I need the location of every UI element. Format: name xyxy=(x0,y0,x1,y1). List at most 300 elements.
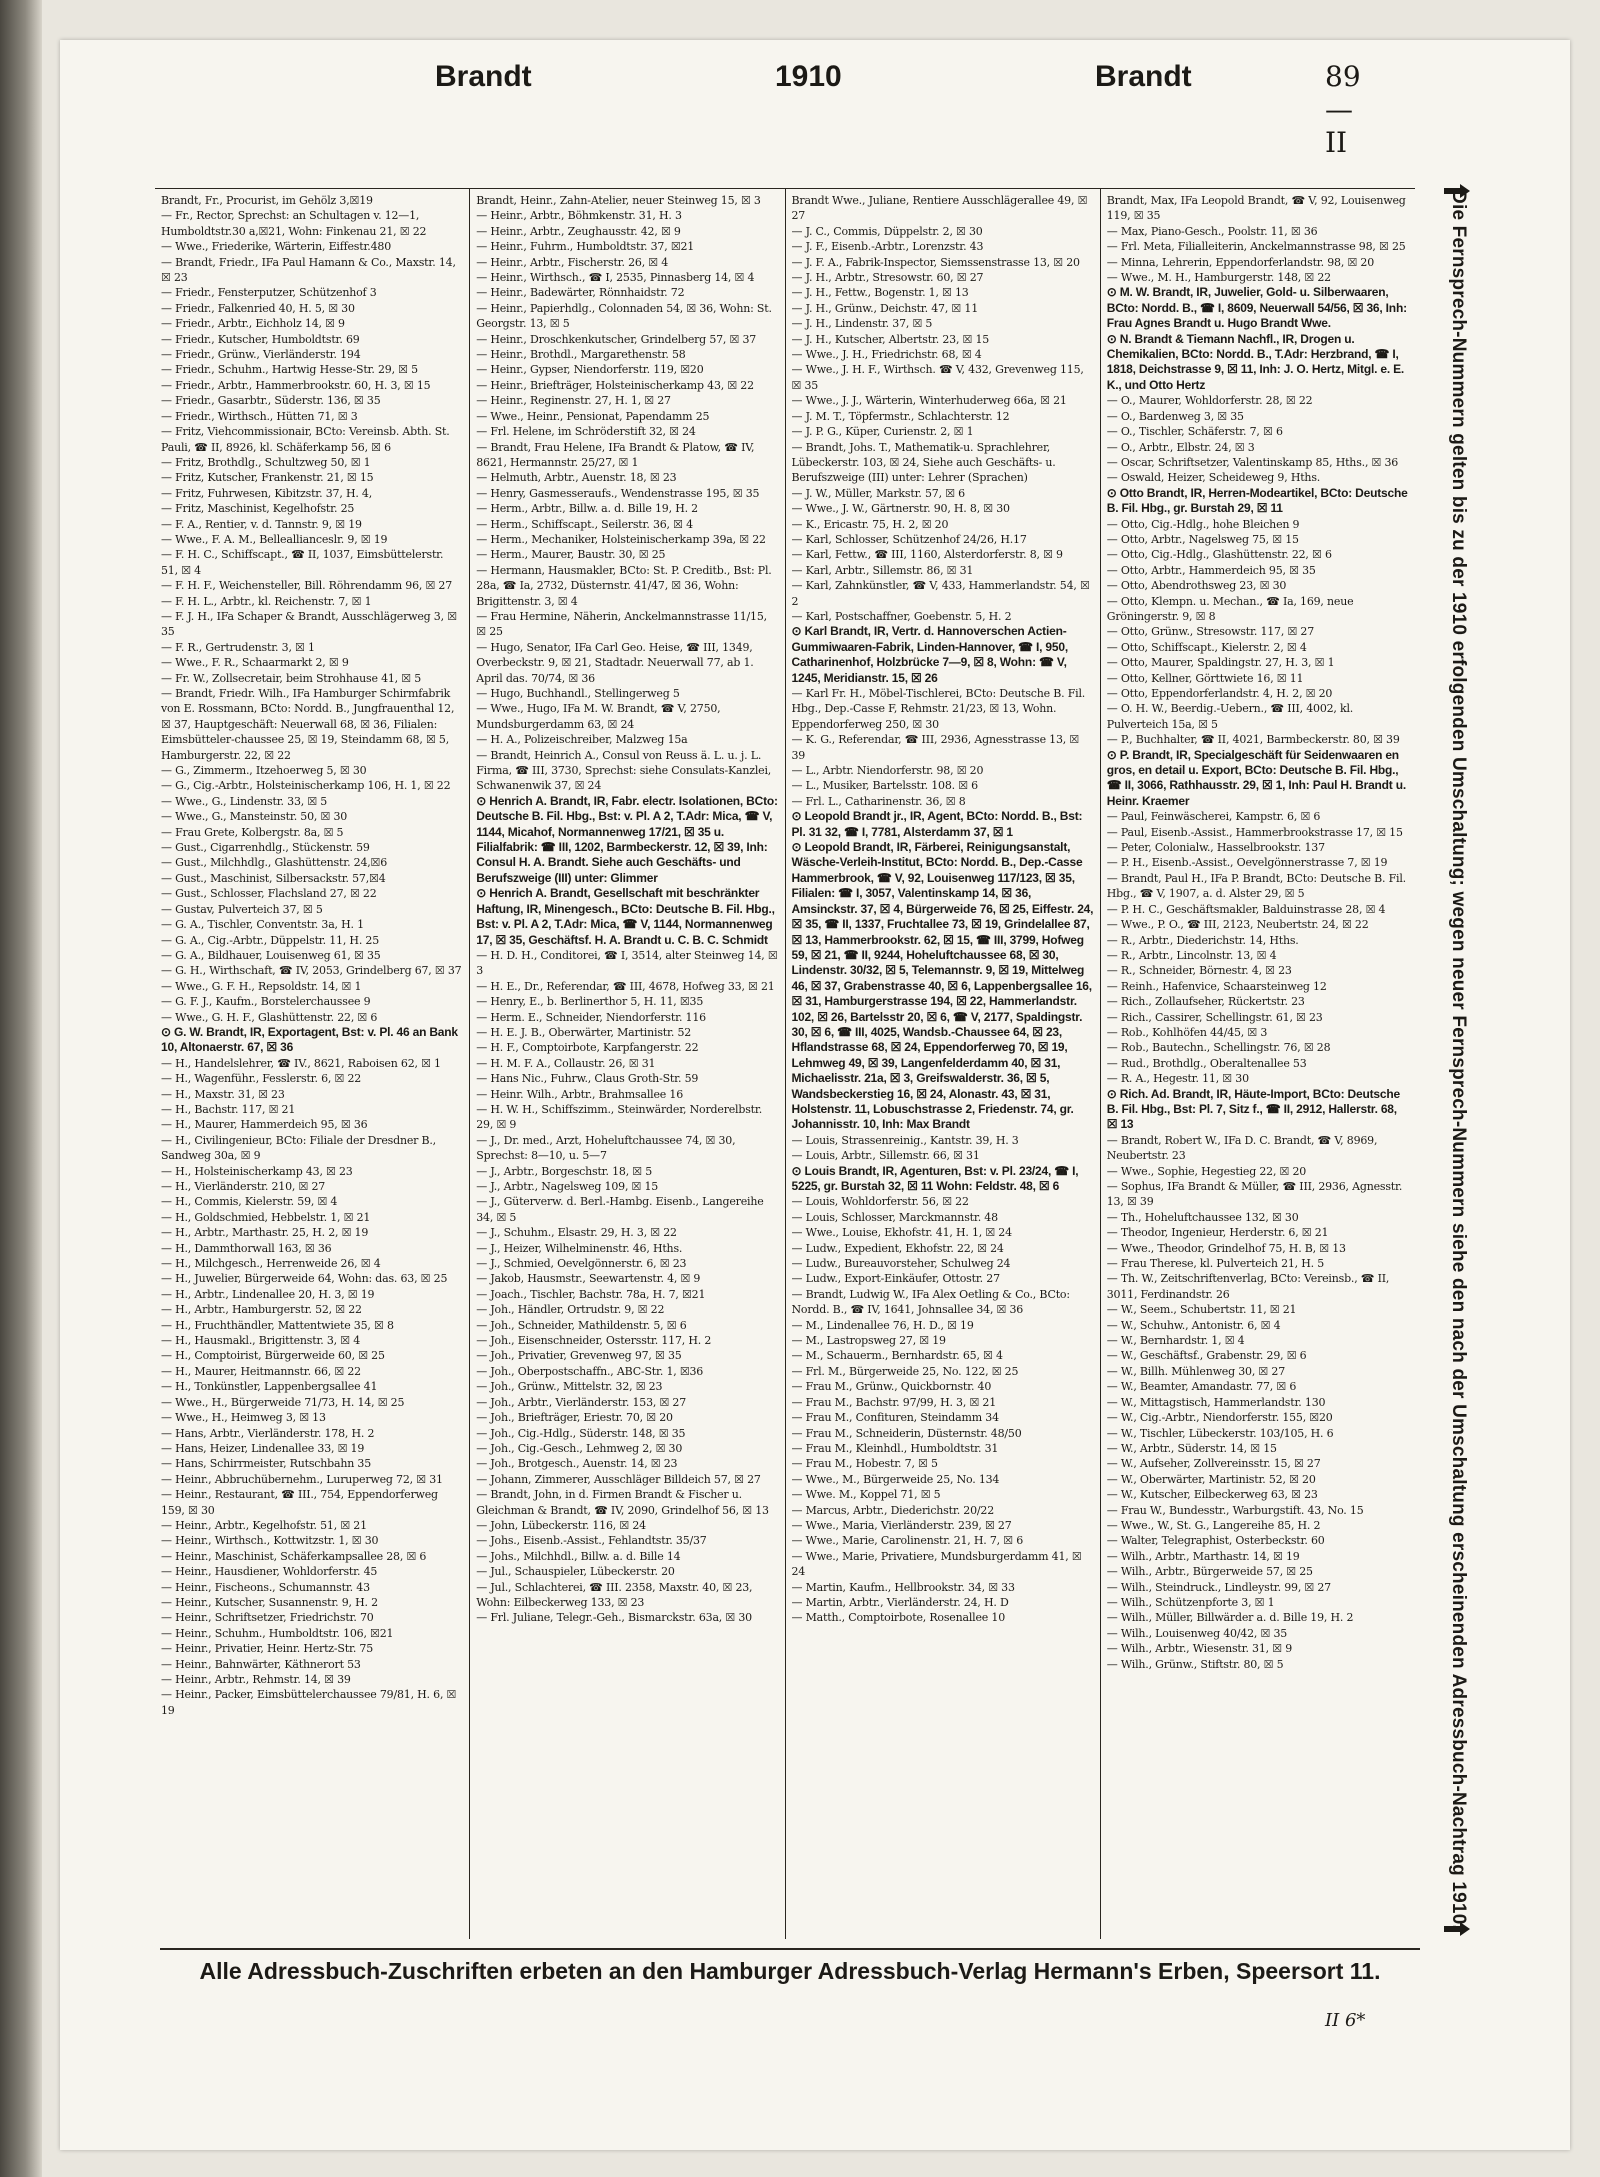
directory-entry: — Wilh., Arbtr., Bürgerweide 57, ☒ 25 xyxy=(1106,1565,1313,1579)
directory-entry: — Otto, Eppendorferlandstr. 4, H. 2, ☒ 20 xyxy=(1106,687,1333,700)
directory-entry: — G., Zimmerm., Itzehoerweg 5, ☒ 30 xyxy=(161,764,367,778)
directory-entry: — Wilh., Louisenweg 40/42, ☒ 35 xyxy=(1106,1626,1288,1640)
directory-entry: — Heinr., Abbruchübernehm., Luruperweg 72, ☒ 31 xyxy=(161,1472,443,1486)
directory-entry: — Heinr., Arbtr., Kegelhofstr. 51, ☒ 21 xyxy=(161,1518,367,1532)
directory-entry: — Paul, Feinwäscherei, Kampstr. 6, ☒ 6 xyxy=(1106,810,1321,824)
directory-entry: — Friedr., Schuhm., Hartwig Hesse-Str. 29, ☒ 5 xyxy=(161,363,418,377)
directory-entry: — J., Arbtr., Nagelsweg 109, ☒ 15 xyxy=(476,1180,659,1193)
directory-entry: — Heinr., Arbtr., Böhmkenstr. 31, H. 3 xyxy=(476,209,682,223)
directory-entry: — Joh., Arbtr., Vierländerstr. 153, ☒ 27 xyxy=(476,1395,687,1409)
directory-entry: — G. A., Cig.-Arbtr., Düppelstr. 11, H. 25 xyxy=(161,933,380,947)
directory-entry: — Joh., Grünw., Mittelstr. 32, ☒ 23 xyxy=(476,1380,663,1394)
directory-entry: — H., Fruchthändler, Mattentwiete 35, ☒ 8 xyxy=(161,1318,394,1332)
directory-entry: — Max, Piano-Gesch., Poolstr. 11, ☒ 36 xyxy=(1106,224,1318,238)
directory-entry: — Frau M., Schneiderin, Düsternstr. 48/50 xyxy=(791,1426,1022,1440)
directory-entry: — L., Arbtr. Niendorferstr. 98, ☒ 20 xyxy=(791,764,984,778)
directory-entry: — Wwe., F. R., Schaarmarkt 2, ☒ 9 xyxy=(161,656,349,670)
side-notice xyxy=(1440,180,1476,1940)
directory-entry: — Ludw., Expedient, Ekhofstr. 22, ☒ 24 xyxy=(791,1241,1004,1255)
directory-entry: — Fr., Rector, Sprechst: an Schultagen v. 12—1, Humboldtstr.30 a,☒21, Wohn: Finkenau 21, ☒ 22 xyxy=(161,209,427,238)
directory-entry: — Friedr., Arbtr., Hammerbrookstr. 60, H. 3, ☒ 15 xyxy=(161,378,431,392)
directory-entry: — Otto, Klempn. u. Mechan., ☎ Ia, 169, neue Gröningerstr. 9, ☒ 8 xyxy=(1106,594,1354,623)
directory-entry: — H., Commis, Kielerstr. 59, ☒ 4 xyxy=(161,1195,338,1209)
directory-entry: ⊙ G. W. Brandt, IR, Exportagent, Bst: v. Pl. 46 an Bank 10, Altonaerstr. 67, ☒ 36 xyxy=(161,1024,458,1055)
directory-entry: — Walter, Telegraphist, Osterbeckstr. 60 xyxy=(1106,1534,1325,1548)
directory-entry: — P. H. C., Geschäftsmakler, Balduinstrasse 28, ☒ 4 xyxy=(1106,902,1386,916)
directory-entry: — Heinr., Privatier, Heinr. Hertz-Str. 75 xyxy=(161,1642,374,1656)
directory-entry: — Otto, Arbtr., Nagelsweg 75, ☒ 15 xyxy=(1106,532,1299,546)
directory-entry: — Joh., Eisenschneider, Ostersstr. 117, H. 2 xyxy=(476,1334,712,1348)
directory-entry: — H., Arbtr., Lindenallee 20, H. 3, ☒ 19 xyxy=(161,1287,375,1301)
directory-entry: — J. C., Commis, Düppelstr. 2, ☒ 30 xyxy=(791,224,983,238)
directory-entry: — Wwe., Sophie, Hegestieg 22, ☒ 20 xyxy=(1106,1164,1307,1178)
directory-entry: — Wwe., J. H., Friedrichstr. 68, ☒ 4 xyxy=(791,348,982,362)
directory-entry: — Heinr., Arbtr., Rehmstr. 14, ☒ 39 xyxy=(161,1673,351,1686)
directory-entry: — J. H., Fettw., Bogenstr. 1, ☒ 13 xyxy=(791,286,969,300)
directory-entry: — W., Arbtr., Süderstr. 14, ☒ 15 xyxy=(1106,1441,1277,1455)
directory-entry: — Matth., Comptoirbote, Rosenallee 10 xyxy=(791,1611,1006,1625)
page-header xyxy=(100,60,1361,160)
directory-entry: — O., Arbtr., Elbstr. 24, ☒ 3 xyxy=(1106,440,1255,454)
directory-entry: — H., Juwelier, Bürgerweide 64, Wohn: das. 63, ☒ 25 xyxy=(161,1272,448,1286)
directory-entry: — Wwe., M. H., Hamburgerstr. 148, ☒ 22 xyxy=(1106,271,1331,285)
directory-entry: — Jul., Schlachterei, ☎ III. 2358, Maxstr. 40, ☒ 23, Wohn: Eilbeckerweg 133, ☒ 23 xyxy=(476,1580,753,1609)
directory-entry: — Heinr., Arbtr., Fischerstr. 26, ☒ 4 xyxy=(476,255,669,269)
directory-entry: — Frau W., Bundesstr., Warburgstift. 43, No. 15 xyxy=(1106,1503,1364,1517)
directory-entry: — H., Maxstr. 31, ☒ 23 xyxy=(161,1087,285,1101)
directory-entry: — H., Arbtr., Hamburgerstr. 52, ☒ 22 xyxy=(161,1303,362,1317)
directory-entry: — Wwe., Marie, Privatiere, Mundsburgerdamm 41, ☒ 24 xyxy=(791,1549,1082,1579)
directory-entry: — G. H., Wirthschaft, ☎ IV, 2053, Grindelberg 67, ☒ 37 xyxy=(161,964,462,978)
header-right-name: Brandt xyxy=(1095,60,1192,93)
directory-entry: — Frau M., Confituren, Steindamm 34 xyxy=(791,1411,999,1425)
column-1 xyxy=(155,189,470,1939)
directory-entry: ⊙ N. Brandt & Tiemann Nachfl., IR, Drogen u. Chemikalien, BCto: Nordd. B., T.Adr: Herzbrand, ☎ I, 1818, Deichstrasse 9, ☒ 11, Inh: J. O. Hertz, Mitgl. e. E. K., und Otto Hertz xyxy=(1106,331,1405,392)
directory-entry: — Otto, Maurer, Spaldingstr. 27, H. 3, ☒ 1 xyxy=(1106,656,1335,670)
directory-entry: — H. E. J. B., Oberwärter, Martinistr. 52 xyxy=(476,1025,692,1039)
directory-entry: — Wwe. M., Koppel 71, ☒ 5 xyxy=(791,1488,941,1502)
directory-entry: — Ludw., Bureauvorsteher, Schulweg 24 xyxy=(791,1257,1011,1271)
directory-entry: ⊙ P. Brandt, IR, Specialgeschäft für Seidenwaaren en gros, en detail u. Export, BCto: Deutsche B. Fil. Hbg., ☎ II, 3066, Rathhausstr. 29, ☒ 1, Inh: Paul H. Brandt u. Heinr. Kraemer xyxy=(1106,747,1406,808)
directory-entry: — Jakob, Hausmstr., Seewartenstr. 4, ☒ 9 xyxy=(476,1272,701,1286)
directory-entry: — P. H., Eisenb.-Assist., Oevelgönnerstrasse 7, ☒ 19 xyxy=(1106,856,1388,870)
directory-entry: — Theodor, Ingenieur, Herderstr. 6, ☒ 21 xyxy=(1106,1226,1329,1240)
directory-entry: — Hermann, Hausmakler, BCto: St. P. Creditb., Bst: Pl. 28a, ☎ Ia, 2732, Düsternstr. 41/47, ☒ 36, Wohn: Brigittenstr. 3, ☒ 4 xyxy=(476,563,772,608)
directory-entry: Brandt Wwe., Juliane, Rentiere Ausschlägerallee 49, ☒ 27 xyxy=(791,194,1088,223)
directory-entry: — Brandt, Friedr. Wilh., IFa Hamburger Schirmfabrik von E. Rossmann, BCto: Nordd. B., Jungfrauenthal 12, ☒ 37, Hauptgeschäft: Neuerwall 68, ☒ 36, Filialen: Eimsbütteler-chaussee 25, ☒ 19, Steindamm 68, ☒ 5, Hamburgerstr. 22, ☒ 22 xyxy=(161,687,455,762)
directory-entry: — Otto, Arbtr., Hammerdeich 95, ☒ 35 xyxy=(1106,563,1316,577)
directory-entry: — J., Güterverw. d. Berl.-Hambg. Eisenb., Langereihe 34, ☒ 5 xyxy=(476,1195,764,1224)
directory-columns xyxy=(155,188,1415,1939)
directory-entry: — Frl. L., Catharinenstr. 36, ☒ 8 xyxy=(791,794,966,808)
directory-entry: — Fritz, Fuhrwesen, Kibitzstr. 37, H. 4, xyxy=(161,486,373,500)
directory-entry: — H., Maurer, Hammerdeich 95, ☒ 36 xyxy=(161,1118,368,1132)
directory-entry: — Brandt, Johs. T., Mathematik-u. Sprachlehrer, Lübeckerstr. 103, ☒ 24, Siehe auch Geschäfts- u. Berufszweige (III) unter: Lehrer (Sprachen) xyxy=(791,440,1056,485)
directory-entry: — Fr. W., Zollsecretair, beim Strohhause 41, ☒ 5 xyxy=(161,671,422,685)
directory-entry: — Brandt, Frau Helene, IFa Brandt & Platow, ☎ IV, 8621, Hermannstr. 25/27, ☒ 1 xyxy=(476,440,755,469)
directory-entry: — Heinr. Wilh., Arbtr., Brahmsallee 16 xyxy=(476,1087,683,1101)
directory-entry: — Minna, Lehrerin, Eppendorferlandstr. 98, ☒ 20 xyxy=(1106,255,1374,269)
directory-entry: ⊙ Louis Brandt, IR, Agenturen, Bst: v. Pl. 23/24, ☎ I, 5225, gr. Burstah 32, ☒ 11 Wohn: Feldstr. 48, ☒ 6 xyxy=(791,1163,1079,1193)
directory-entry: — W., Seem., Schubertstr. 11, ☒ 21 xyxy=(1106,1303,1297,1317)
directory-entry: — J., Dr. med., Arzt, Hoheluftchaussee 74, ☒ 30, Sprechst: 8—10, u. 5—7 xyxy=(476,1133,736,1163)
directory-entry: — Joh., Briefträger, Eriestr. 70, ☒ 20 xyxy=(476,1411,673,1425)
directory-entry: — Wilh., Steindruck., Lindleystr. 99, ☒ 27 xyxy=(1106,1580,1331,1594)
directory-entry: — J. H., Grünw., Deichstr. 47, ☒ 11 xyxy=(791,301,978,315)
directory-entry: — Heinr., Briefträger, Holsteinischerkamp 43, ☒ 22 xyxy=(476,378,754,392)
directory-entry: — Martin, Arbtr., Vierländerstr. 24, H. D xyxy=(791,1595,1009,1609)
directory-entry: — H., Tonkünstler, Lappenbergsallee 41 xyxy=(161,1380,378,1394)
directory-entry: — H., Goldschmied, Hebbelstr. 1, ☒ 21 xyxy=(161,1210,371,1224)
directory-entry: — Heinr., Wirthsch., Kottwitzstr. 1, ☒ 30 xyxy=(161,1534,379,1548)
directory-entry: — Hans, Arbtr., Vierländerstr. 178, H. 2 xyxy=(161,1426,375,1440)
directory-entry: — Wwe., H., Heimweg 3, ☒ 13 xyxy=(161,1411,326,1425)
directory-entry: — W., Tischler, Lübeckerstr. 103/105, H. 6 xyxy=(1106,1426,1334,1440)
directory-entry: — Joh., Cig.-Hdlg., Süderstr. 148, ☒ 35 xyxy=(476,1426,686,1440)
directory-entry: — Wwe., W., St. G., Langereihe 85, H. 2 xyxy=(1106,1518,1321,1532)
directory-entry: — Gustav, Pulverteich 37, ☒ 5 xyxy=(161,902,323,916)
directory-entry: — Heinr., Packer, Eimsbüttelerchaussee 79/81, H. 6, ☒ 19 xyxy=(161,1688,457,1717)
page-number: 89—II xyxy=(1325,60,1361,159)
directory-entry: — Wwe., G. F. H., Repsoldstr. 14, ☒ 1 xyxy=(161,979,362,993)
directory-entry: — Herm., Schiffscapt., Seilerstr. 36, ☒ 4 xyxy=(476,517,693,531)
directory-entry: — L., Musiker, Bartelsstr. 108. ☒ 6 xyxy=(791,779,978,793)
directory-entry: — Gust., Maschinist, Silbersackstr. 57,☒4 xyxy=(161,871,386,885)
directory-entry: — Friedr., Kutscher, Humboldtstr. 69 xyxy=(161,332,360,346)
directory-entry: — Joh., Privatier, Grevenweg 97, ☒ 35 xyxy=(476,1349,682,1363)
directory-entry: — Frau M., Kleinhdl., Humboldtstr. 31 xyxy=(791,1441,999,1455)
directory-entry: — F. H. F., Weichensteller, Bill. Röhrendamm 96, ☒ 27 xyxy=(161,579,453,593)
directory-entry: — Gust., Milchhdlg., Glashüttenstr. 24,☒6 xyxy=(161,856,388,870)
directory-entry: — Gust., Schlosser, Flachsland 27, ☒ 22 xyxy=(161,887,377,901)
directory-entry: — J. P. G., Küper, Curienstr. 2, ☒ 1 xyxy=(791,425,974,439)
directory-entry: — Brandt, Robert W., IFa D. C. Brandt, ☎ V, 8969, Neubertstr. 23 xyxy=(1106,1133,1378,1163)
directory-entry: — H., Vierländerstr. 210, ☒ 27 xyxy=(161,1180,326,1193)
directory-entry: — Heinr., Papierhdlg., Colonnaden 54, ☒ 36, Wohn: St. Georgstr. 13, ☒ 5 xyxy=(476,301,772,331)
directory-entry: — H., Dammthorwall 163, ☒ 36 xyxy=(161,1241,332,1255)
directory-entry: — Wilh., Arbtr., Marthastr. 14, ☒ 19 xyxy=(1106,1549,1300,1563)
directory-entry: — W., Kutscher, Eilbeckerweg 63, ☒ 23 xyxy=(1106,1488,1318,1502)
directory-entry: — Heinr., Badewärter, Rönnhaidstr. 72 xyxy=(476,286,685,300)
directory-entry: — Martin, Kaufm., Hellbrookstr. 34, ☒ 33 xyxy=(791,1580,1015,1594)
directory-entry: — Karl Fr. H., Möbel-Tischlerei, BCto: Deutsche B. Fil. Hbg., Dep.-Casse F, Rehmstr. 21/23, ☒ 13, Wohn. Eppendorferweg 250, ☒ 30 xyxy=(791,687,1086,731)
directory-entry: — Hans, Schirrmeister, Rutschbahn 35 xyxy=(161,1457,372,1471)
directory-entry: — Heinr., Schriftsetzer, Friedrichstr. 70 xyxy=(161,1611,374,1625)
directory-entry: ⊙ Henrich A. Brandt, Gesellschaft mit beschränkter Haftung, IR, Minengesch., BCto: Deutsche B. Fil. Hbg., Bst: v. Pl. A 2, T.Adr: Mica, ☎ V, 1144, Normannenweg 17, ☒ 35, Geschäftsf. H. A. Brandt u. C. B. C. Schmidt xyxy=(476,886,775,947)
directory-entry: — Wwe., G., Mansteinstr. 50, ☒ 30 xyxy=(161,810,348,824)
directory-entry: — W., Oberwärter, Martinistr. 52, ☒ 20 xyxy=(1106,1472,1316,1486)
directory-entry: — Rich., Zollaufseher, Rückertstr. 23 xyxy=(1106,995,1305,1009)
directory-entry: — Louis, Schlosser, Marckmannstr. 48 xyxy=(791,1210,998,1224)
directory-entry: — O., Maurer, Wohldorferstr. 28, ☒ 22 xyxy=(1106,394,1313,408)
directory-entry: — Rob., Bautechn., Schellingstr. 76, ☒ 28 xyxy=(1106,1041,1331,1055)
directory-entry: — Wwe., F. A. M., Belleallianceslr. 9, ☒ 19 xyxy=(161,532,388,546)
directory-entry: — Wwe., J. H. F., Wirthsch. ☎ V, 432, Grevenweg 115, ☒ 35 xyxy=(791,363,1084,392)
directory-entry: — Th. W., Zeitschriftenverlag, BCto: Vereinsb., ☎ II, 3011, Ferdinandstr. 26 xyxy=(1106,1272,1390,1301)
directory-entry: — Heinr., Fischeons., Schumannstr. 43 xyxy=(161,1580,370,1594)
directory-entry: — M., Schauerm., Bernhardstr. 65, ☒ 4 xyxy=(791,1349,1003,1363)
directory-entry: — W., Geschäftsf., Grabenstr. 29, ☒ 6 xyxy=(1106,1349,1307,1363)
directory-entry: — H., Holsteinischerkamp 43, ☒ 23 xyxy=(161,1164,353,1178)
directory-entry: — Otto, Kellner, Görttwiete 16, ☒ 11 xyxy=(1106,671,1304,685)
directory-entry: — Helmuth, Arbtr., Auenstr. 18, ☒ 23 xyxy=(476,471,677,485)
directory-entry: — Heinr., Wirthsch., ☎ I, 2535, Pinnasberg 14, ☒ 4 xyxy=(476,271,755,285)
directory-entry: — W., Schuhw., Antonistr. 6, ☒ 4 xyxy=(1106,1318,1281,1332)
directory-entry: — Frau Hermine, Näherin, Anckelmannstrasse 11/15, ☒ 25 xyxy=(476,609,767,639)
directory-entry: — Wilh., Müller, Billwärder a. d. Bille 19, H. 2 xyxy=(1106,1611,1354,1625)
directory-entry: — Friedr., Gasarbtr., Süderstr. 136, ☒ 35 xyxy=(161,394,381,408)
directory-entry: — F. J. H., IFa Schaper & Brandt, Ausschlägerweg 3, ☒ 35 xyxy=(161,609,457,639)
directory-entry: — Oswald, Heizer, Scheideweg 9, Hths. xyxy=(1106,471,1321,485)
directory-entry: — Frau Grete, Kolbergstr. 8a, ☒ 5 xyxy=(161,825,344,839)
directory-entry: Brandt, Fr., Procurist, im Gehölz 3,☒19 xyxy=(161,194,373,207)
directory-entry: — Frl. Helene, im Schröderstift 32, ☒ 24 xyxy=(476,425,696,439)
directory-entry: — Joh., Brotgesch., Auenstr. 14, ☒ 23 xyxy=(476,1457,678,1471)
directory-entry: — Wwe., Theodor, Grindelhof 75, H. B, ☒ 13 xyxy=(1106,1241,1346,1255)
directory-entry: — H., Hausmakl., Brigittenstr. 3, ☒ 4 xyxy=(161,1334,361,1348)
scan-binding-edge xyxy=(0,0,42,2177)
directory-entry: — Heinr., Schuhm., Humboldtstr. 106, ☒21 xyxy=(161,1626,394,1640)
directory-entry: ⊙ Leopold Brandt, IR, Färberei, Reinigungsanstalt, Wäsche-Verleih-Institut, BCto: Nordd. B., Dep.-Casse Hammerbrook, ☎ V, 92, Louisenweg 117/123, ☒ 35, Filialen: ☎ I, 3057, Valentinskamp 14, ☒ 36, Amsinckstr. 37, ☒ 4, Bürgerweide 76, ☒ 25, Eiffestr. 24, ☒ 35, ☎ II, 1337, Fruchtallee 73, ☒ 19, Grindelallee 87, ☒ 13, Hammerbrookstr. 62, ☒ 15, ☎ III, 3799, Hofweg 59, ☒ 21, ☎ II, 9244, Hoheluftchaussee 68, ☒ 30, Lindenstr. 30/32, ☒ 5, Telemannstr. 9, ☒ 19, Mittelweg 46, ☒ 37, Grabenstrasse 40, ☒ 6, Lappenbergsallee 16, ☒ 31, Hamburgerstrasse 194, ☒ 22, Hammerlandstr. 102, ☒ 26, Bartelsstr 20, ☒ 6, ☎ V, 2177, Spaldingstr. 30, ☒ 6, ☎ III, 4025, Wandsb.-Chaussee 64, ☒ 23, Hflandstrasse 68, ☒ 24, Eppendorferweg 70, ☒ 19, Lehmweg 49, ☒ 39, Langenfelderdamm 40, ☒ 31, Michaelisstr. 21a, ☒ 3, Greifswalderstr. 36, ☒ 5, Wandsbeckerstieg 16, ☒ 24, Alonastr. 43, ☒ 31, Holstenstr. 11, Lobuschstrasse 2, Friedenstr. 74, gr. Johannisstr. 10, Inh: Max Brandt xyxy=(791,840,1094,1132)
directory-entry: — W., Bernhardstr. 1, ☒ 4 xyxy=(1106,1334,1245,1348)
directory-entry: — R. A., Hegestr. 11, ☒ 30 xyxy=(1106,1072,1249,1086)
directory-entry: — Sophus, IFa Brandt & Müller, ☎ III, 2936, Agnesstr. 13, ☒ 39 xyxy=(1106,1180,1403,1209)
directory-entry: — Karl, Arbtr., Sillemstr. 86, ☒ 31 xyxy=(791,563,974,577)
directory-entry: — Wwe., H., Bürgerweide 71/73, H. 14, ☒ 25 xyxy=(161,1395,405,1409)
directory-entry: — Johs., Eisenb.-Assist., Fehlandtstr. 35/37 xyxy=(476,1534,707,1548)
directory-entry: — M., Lastropsweg 27, ☒ 19 xyxy=(791,1334,946,1348)
directory-entry: — Karl, Schlosser, Schützenhof 24/26, H.17 xyxy=(791,532,1027,546)
directory-entry: ⊙ Karl Brandt, IR, Vertr. d. Hannoverschen Actien-Gummiwaaren-Fabrik, Linden-Hannover, ☎ I, 950, Catharinenhof, Holzbrücke 7—9, ☒ 8, Wohn: ☎ V, 1245, Meridianstr. 15, ☒ 26 xyxy=(791,624,1068,685)
directory-entry: — Herm., Maurer, Baustr. 30, ☒ 25 xyxy=(476,548,666,562)
directory-entry: — F. A., Rentier, v. d. Tannstr. 9, ☒ 19 xyxy=(161,517,362,531)
directory-entry: — J. F., Eisenb.-Arbtr., Lorenzstr. 43 xyxy=(791,240,984,254)
directory-entry: — Friedr., Grünw., Vierländerstr. 194 xyxy=(161,348,361,362)
directory-entry: — Hans Nic., Fuhrw., Claus Groth-Str. 59 xyxy=(476,1072,699,1086)
directory-entry: — Wwe., Maria, Vierländerstr. 239, ☒ 27 xyxy=(791,1518,1012,1532)
directory-entry: — Oscar, Schriftsetzer, Valentinskamp 85, Hths., ☒ 36 xyxy=(1106,455,1399,469)
directory-entry: — Friedr., Falkenried 40, H. 5, ☒ 30 xyxy=(161,301,355,315)
directory-entry: — H., Arbtr., Marthastr. 25, H. 2, ☒ 19 xyxy=(161,1226,369,1240)
directory-entry: — W., Mittagstisch, Hammerlandstr. 130 xyxy=(1106,1395,1326,1409)
directory-entry: — M., Lindenallee 76, H. D., ☒ 19 xyxy=(791,1318,974,1332)
directory-entry: — Johann, Zimmerer, Ausschläger Billdeich 57, ☒ 27 xyxy=(476,1472,761,1486)
directory-entry: — Gust., Cigarrenhdlg., Stückenstr. 59 xyxy=(161,841,370,855)
directory-entry: — Th., Hoheluftchaussee 132, ☒ 30 xyxy=(1106,1210,1299,1224)
directory-entry: — H., Wagenführ., Fesslerstr. 6, ☒ 22 xyxy=(161,1072,362,1086)
directory-entry: — Brandt, Friedr., IFa Paul Hamann & Co., Maxstr. 14, ☒ 23 xyxy=(161,255,456,285)
directory-entry: — Wwe., Hugo, IFa M. W. Brandt, ☎ V, 2750, Mundsburgerdamm 63, ☒ 24 xyxy=(476,702,721,731)
pointing-hand-icon xyxy=(1442,1918,1472,1940)
directory-entry: — Frl. Meta, Filialleiterin, Anckelmannstrasse 98, ☒ 25 xyxy=(1106,240,1406,254)
directory-entry: — Wilh., Schützenpforte 3, ☒ 1 xyxy=(1106,1595,1275,1609)
directory-entry: — W., Billh. Mühlenweg 30, ☒ 27 xyxy=(1106,1364,1285,1378)
directory-entry: — Wwe., M., Bürgerweide 25, No. 134 xyxy=(791,1472,1000,1486)
directory-entry: — Frau M., Hobestr. 7, ☒ 5 xyxy=(791,1457,938,1471)
directory-entry: — J. H., Arbtr., Stresowstr. 60, ☒ 27 xyxy=(791,271,984,285)
directory-entry: — Peter, Colonialw., Hasselbrookstr. 137 xyxy=(1106,841,1325,855)
directory-entry: — Heinr., Maschinist, Schäferkampsallee 28, ☒ 6 xyxy=(161,1549,427,1563)
directory-entry: — H. A., Polizeischreiber, Malzweg 15a xyxy=(476,733,688,747)
directory-entry: — Marcus, Arbtr., Diederichstr. 20/22 xyxy=(791,1503,994,1517)
directory-entry: — Wwe., G. H. F., Glashüttenstr. 22, ☒ 6 xyxy=(161,1010,378,1024)
directory-entry: — Wwe., J. J., Wärterin, Winterhuderweg 66a, ☒ 21 xyxy=(791,394,1067,408)
directory-entry: — P., Buchhalter, ☎ II, 4021, Barmbeckerstr. 80, ☒ 39 xyxy=(1106,733,1400,747)
directory-entry: — Brandt, Heinrich A., Consul von Reuss ä. L. u. j. L. Firma, ☎ III, 3730, Sprechst: siehe Consulats-Kanzlei, Schwanenwik 37, ☒ 24 xyxy=(476,748,772,793)
directory-entry: — Wilh., Grünw., Stiftstr. 80, ☒ 5 xyxy=(1106,1657,1284,1671)
directory-entry: — Herm. E., Schneider, Niendorferstr. 116 xyxy=(476,1010,706,1024)
directory-entry: — Karl, Postschaffner, Goebenstr. 5, H. 2 xyxy=(791,609,1012,623)
directory-entry: — W., Aufseher, Zollvereinsstr. 15, ☒ 27 xyxy=(1106,1457,1321,1471)
directory-entry: — Wwe., Louise, Ekhofstr. 41, H. 1, ☒ 24 xyxy=(791,1226,1012,1240)
directory-entry: — H., Maurer, Heitmannstr. 66, ☒ 22 xyxy=(161,1364,361,1378)
directory-entry: — Rob., Kohlhöfen 44/45, ☒ 3 xyxy=(1106,1025,1268,1039)
directory-entry: — Wwe., G., Lindenstr. 33, ☒ 5 xyxy=(161,794,328,808)
directory-entry: — G. A., Tischler, Conventstr. 3a, H. 1 xyxy=(161,918,364,932)
directory-entry: — Heinr., Hausdiener, Wohldorferstr. 45 xyxy=(161,1565,378,1579)
directory-entry: — K., Ericastr. 75, H. 2, ☒ 20 xyxy=(791,517,949,531)
directory-entry: — R., Schneider, Börnestr. 4, ☒ 23 xyxy=(1106,964,1292,978)
directory-entry: — Henry, E., b. Berlinerthor 5, H. 11, ☒35 xyxy=(476,995,704,1009)
directory-entry: — Wwe., P. O., ☎ III, 2123, Neubertstr. 24, ☒ 22 xyxy=(1106,918,1369,932)
directory-entry: — Brandt, John, in d. Firmen Brandt & Fischer u. Gleichman & Brandt, ☎ IV, 2090, Grindelhof 56, ☒ 13 xyxy=(476,1488,769,1517)
directory-entry: ⊙ Leopold Brandt jr., IR, Agent, BCto: Nordd. B., Bst: Pl. 31 32, ☎ I, 7781, Alsterdamm 37, ☒ 1 xyxy=(791,809,1083,839)
directory-entry: — F. H. C., Schiffscapt., ☎ II, 1037, Eimsbüttelerstr. 51, ☒ 4 xyxy=(161,548,444,577)
directory-entry: — Heinr., Kutscher, Susannenstr. 9, H. 2 xyxy=(161,1595,378,1609)
directory-entry: — H., Civilingenieur, BCto: Filiale der Dresdner B., Sandweg 30a, ☒ 9 xyxy=(161,1133,436,1163)
directory-entry: — Heinr., Fuhrm., Humboldtstr. 37, ☒21 xyxy=(476,240,695,254)
directory-entry: — Friedr., Arbtr., Eichholz 14, ☒ 9 xyxy=(161,317,345,331)
directory-entry: — Frau M., Bachstr. 97/99, H. 3, ☒ 21 xyxy=(791,1395,997,1409)
directory-entry: — H., Comptoirist, Bürgerweide 60, ☒ 25 xyxy=(161,1349,385,1363)
directory-entry: — G. A., Bildhauer, Louisenweg 61, ☒ 35 xyxy=(161,948,381,962)
column-4 xyxy=(1101,189,1415,1939)
directory-entry: — Reinh., Hafenvice, Schaarsteinweg 12 xyxy=(1106,979,1327,993)
directory-entry: — Heinr., Reginenstr. 27, H. 1, ☒ 27 xyxy=(476,394,671,408)
directory-entry: — F. R., Gertrudenstr. 3, ☒ 1 xyxy=(161,640,315,654)
directory-entry: — J. H., Lindenstr. 37, ☒ 5 xyxy=(791,317,933,331)
directory-entry: — K. G., Referendar, ☎ III, 2936, Agnesstrasse 13, ☒ 39 xyxy=(791,733,1080,762)
directory-entry: — Rud., Brothdlg., Oberaltenallee 53 xyxy=(1106,1056,1307,1070)
directory-entry: — H., Handelslehrer, ☎ IV., 8621, Raboisen 62, ☒ 1 xyxy=(161,1056,441,1070)
directory-entry: — Ludw., Export-Einkäufer, Ottostr. 27 xyxy=(791,1272,1000,1286)
directory-entry: — J., Arbtr., Borgeschstr. 18, ☒ 5 xyxy=(476,1164,653,1178)
directory-entry: — Henry, Gasmesseraufs., Wendenstrasse 195, ☒ 35 xyxy=(476,486,760,500)
directory-entry: — J., Heizer, Wilhelminenstr. 46, Hths. xyxy=(476,1241,683,1255)
signature-mark: II 6* xyxy=(1325,2010,1366,2031)
directory-entry: — Frau Therese, kl. Pulverteich 21, H. 5 xyxy=(1106,1257,1325,1271)
directory-entry: — J. H., Kutscher, Albertstr. 23, ☒ 15 xyxy=(791,332,990,346)
directory-entry: — Fritz, Brothdlg., Schultzweg 50, ☒ 1 xyxy=(161,455,371,469)
directory-entry: — John, Lübeckerstr. 116, ☒ 24 xyxy=(476,1518,646,1532)
directory-entry: — Wwe., Heinr., Pensionat, Papendamm 25 xyxy=(476,409,710,423)
directory-entry: — Hans, Heizer, Lindenallee 33, ☒ 19 xyxy=(161,1441,365,1455)
directory-entry: — H. F., Comptoirbote, Karpfangerstr. 22 xyxy=(476,1041,699,1055)
directory-entry: ⊙ M. W. Brandt, IR, Juwelier, Gold- u. Silberwaaren, BCto: Nordd. B., ☎ I, 8609, Neuerwall 54/56, ☒ 36, Inh: Frau Agnes Brandt u. Hugo Brandt Wwe. xyxy=(1106,285,1407,331)
directory-entry: — Joach., Tischler, Bachstr. 78a, H. 7, ☒21 xyxy=(476,1287,706,1301)
directory-entry: — J. M. T., Töpfermstr., Schlachterstr. 12 xyxy=(791,409,1010,423)
header-left-name: Brandt xyxy=(435,60,532,93)
directory-entry: ⊙ Otto Brandt, IR, Herren-Modeartikel, BCto: Deutsche B. Fil. Hbg., gr. Burstah 29, ☒ 11 xyxy=(1106,485,1408,516)
directory-entry: — Otto, Grünw., Stresowstr. 117, ☒ 27 xyxy=(1106,625,1314,639)
directory-entry: — Otto, Abendrothsweg 23, ☒ 30 xyxy=(1106,579,1287,593)
column-3 xyxy=(786,189,1101,1939)
directory-entry: — Louis, Strassenreinig., Kantstr. 39, H. 3 xyxy=(791,1133,1019,1147)
directory-entry: — Wwe., Friederike, Wärterin, Eiffestr.480 xyxy=(161,240,391,254)
directory-entry: — Karl, Fettw., ☎ III, 1160, Alsterdorferstr. 8, ☒ 9 xyxy=(791,548,1063,562)
directory-entry: — J., Schmied, Oevelgönnerstr. 6, ☒ 23 xyxy=(476,1257,687,1271)
directory-entry: — J. F. A., Fabrik-Inspector, Siemssenstrasse 13, ☒ 20 xyxy=(791,255,1080,269)
directory-entry: — Heinr., Droschkenkutscher, Grindelberg 57, ☒ 37 xyxy=(476,332,757,346)
directory-entry: — Johs., Milchhdl., Billw. a. d. Bille 14 xyxy=(476,1549,681,1563)
directory-entry: — R., Arbtr., Lincolnstr. 13, ☒ 4 xyxy=(1106,948,1277,962)
side-notice-text: Die Fernsprech-Nummern gelten bis zu der 1910 erfolgenden Umschaltung; wegen neuer Fernsprech-Nummern siehe den nach der Umschaltung erscheinenden Adressbuch-Nachtrag 1910. xyxy=(1448,190,1469,1930)
directory-entry: — Fritz, Kutscher, Frankenstr. 21, ☒ 15 xyxy=(161,471,374,485)
header-year: 1910 xyxy=(775,60,842,93)
directory-entry: — Heinr., Bahnwärter, Käthnerort 53 xyxy=(161,1657,361,1671)
directory-entry: — Frl. M., Bürgerweide 25, No. 122, ☒ 25 xyxy=(791,1364,1019,1378)
directory-entry: — Brandt, Ludwig W., IFa Alex Oetling & Co., BCto: Nordd. B., ☎ IV, 1641, Johnsallee 34, ☒ 36 xyxy=(791,1287,1070,1317)
directory-entry: — Wilh., Arbtr., Wiesenstr. 31, ☒ 9 xyxy=(1106,1642,1293,1656)
directory-entry: — H., Bachstr. 117, ☒ 21 xyxy=(161,1102,296,1116)
directory-entry: — Otto, Schiffscapt., Kielerstr. 2, ☒ 4 xyxy=(1106,640,1307,654)
directory-entry: — Herm., Mechaniker, Holsteinischerkamp 39a, ☒ 22 xyxy=(476,532,766,546)
footer-notice: Alle Adressbuch-Zuschriften erbeten an den Hamburger Adressbuch-Verlag Hermann's Erben, Speersort 11. xyxy=(160,1948,1420,1985)
directory-entry: — Herm., Arbtr., Billw. a. d. Bille 19, H. 2 xyxy=(476,502,698,516)
directory-entry: — W., Cig.-Arbtr., Niendorferstr. 155, ☒20 xyxy=(1106,1411,1333,1425)
directory-entry: — Louis, Arbtr., Sillemstr. 66, ☒ 31 xyxy=(791,1149,980,1163)
directory-entry: ⊙ Rich. Ad. Brandt, IR, Häute-Import, BCto: Deutsche B. Fil. Hbg., Bst: Pl. 7, Sitz f., ☎ II, 2912, Hallerstr. 68, ☒ 13 xyxy=(1106,1086,1400,1132)
directory-entry: — J. W., Müller, Markstr. 57, ☒ 6 xyxy=(791,486,965,500)
directory-entry: — R., Arbtr., Diederichstr. 14, Hths. xyxy=(1106,933,1299,947)
directory-entry: — Louis, Wohldorferstr. 56, ☒ 22 xyxy=(791,1195,969,1209)
directory-entry: — Wwe., J. W., Gärtnerstr. 90, H. 8, ☒ 30 xyxy=(791,502,1010,516)
directory-entry: Brandt, Max, IFa Leopold Brandt, ☎ V, 92, Louisenweg 119, ☒ 35 xyxy=(1106,194,1406,223)
directory-entry: — H. D. H., Conditorei, ☎ I, 3514, alter Steinweg 14, ☒ 3 xyxy=(476,948,778,978)
directory-entry: — O. H. W., Beerdig.-Uebern., ☎ III, 4002, kl. Pulverteich 15a, ☒ 5 xyxy=(1106,702,1354,731)
directory-entry: — W., Beamter, Amandastr. 77, ☒ 6 xyxy=(1106,1380,1297,1394)
directory-entry: — H., Milchgesch., Herrenweide 26, ☒ 4 xyxy=(161,1257,381,1271)
directory-entry: — Heinr., Restaurant, ☎ III., 754, Eppendorferweg 159, ☒ 30 xyxy=(161,1488,438,1517)
directory-entry: — O., Tischler, Schäferstr. 7, ☒ 6 xyxy=(1106,425,1283,439)
directory-entry: — H. W. H., Schiffszimm., Steinwärder, Norderelbstr. 29, ☒ 9 xyxy=(476,1102,763,1132)
directory-entry: — Friedr., Wirthsch., Hütten 71, ☒ 3 xyxy=(161,409,358,423)
directory-entry: — H. M. F. A., Collaustr. 26, ☒ 31 xyxy=(476,1056,656,1070)
directory-entry: — O., Bardenweg 3, ☒ 35 xyxy=(1106,409,1244,423)
directory-entry: — Otto, Cig.-Hdlg., hohe Bleichen 9 xyxy=(1106,517,1300,531)
directory-entry: — J., Schuhm., Elsastr. 29, H. 3, ☒ 22 xyxy=(476,1226,677,1240)
directory-entry: — Hugo, Senator, IFa Carl Geo. Heise, ☎ III, 1349, Overbeckstr. 9, ☒ 21, Stadtadr. Neuerwall 77, ab 1. April das. 70/74, ☒ 36 xyxy=(476,640,754,685)
directory-entry: ⊙ Henrich A. Brandt, IR, Fabr. electr. Isolationen, BCto: Deutsche B. Fil. Hbg., Bst: v. Pl. A 2, T.Adr: Mica, ☎ V, 1144, Micahof, Normannenweg 17/21, ☒ 35 u. Filialfabrik: ☎ III, 1202, Barmbeckerstr. 12, ☒ 39, Inh: Consul H. A. Brandt. Siehe auch Geschäfts- und Berufszweige (III) unter: Glimmer xyxy=(476,793,778,885)
directory-entry: — Hugo, Buchhandl., Stellingerweg 5 xyxy=(476,687,680,700)
directory-entry: — Heinr., Brothdl., Margarethenstr. 58 xyxy=(476,348,686,362)
directory-entry: — Jul., Schauspieler, Lübeckerstr. 20 xyxy=(476,1565,675,1579)
directory-entry: — Joh., Schneider, Mathildenstr. 5, ☒ 6 xyxy=(476,1318,687,1332)
directory-entry: — Wwe., Marie, Carolinenstr. 21, H. 7, ☒ 6 xyxy=(791,1534,1024,1548)
directory-entry: — Heinr., Gypser, Niendorferstr. 119, ☒20 xyxy=(476,363,704,377)
directory-entry: — Karl, Zahnkünstler, ☎ V, 433, Hammerlandstr. 54, ☒ 2 xyxy=(791,579,1090,608)
directory-entry: — Heinr., Arbtr., Zeughausstr. 42, ☒ 9 xyxy=(476,224,681,238)
directory-entry: Brandt, Heinr., Zahn-Atelier, neuer Steinweg 15, ☒ 3 xyxy=(476,194,761,207)
directory-entry: — Friedr., Fensterputzer, Schützenhof 3 xyxy=(161,286,377,300)
directory-entry: — Frl. Juliane, Telegr.-Geh., Bismarckstr. 63a, ☒ 30 xyxy=(476,1611,752,1625)
directory-entry: — Fritz, Maschinist, Kegelhofstr. 25 xyxy=(161,502,355,516)
directory-entry: — Frau M., Grünw., Quickbornstr. 40 xyxy=(791,1380,992,1394)
directory-entry: — G. F. J., Kaufm., Borstelerchaussee 9 xyxy=(161,995,371,1009)
directory-entry: — Rich., Cassirer, Schellingstr. 61, ☒ 23 xyxy=(1106,1010,1323,1024)
directory-entry: — Joh., Cig.-Gesch., Lehmweg 2, ☒ 30 xyxy=(476,1441,683,1455)
directory-entry: — G., Cig.-Arbtr., Holsteinischerkamp 106, H. 1, ☒ 22 xyxy=(161,779,451,793)
